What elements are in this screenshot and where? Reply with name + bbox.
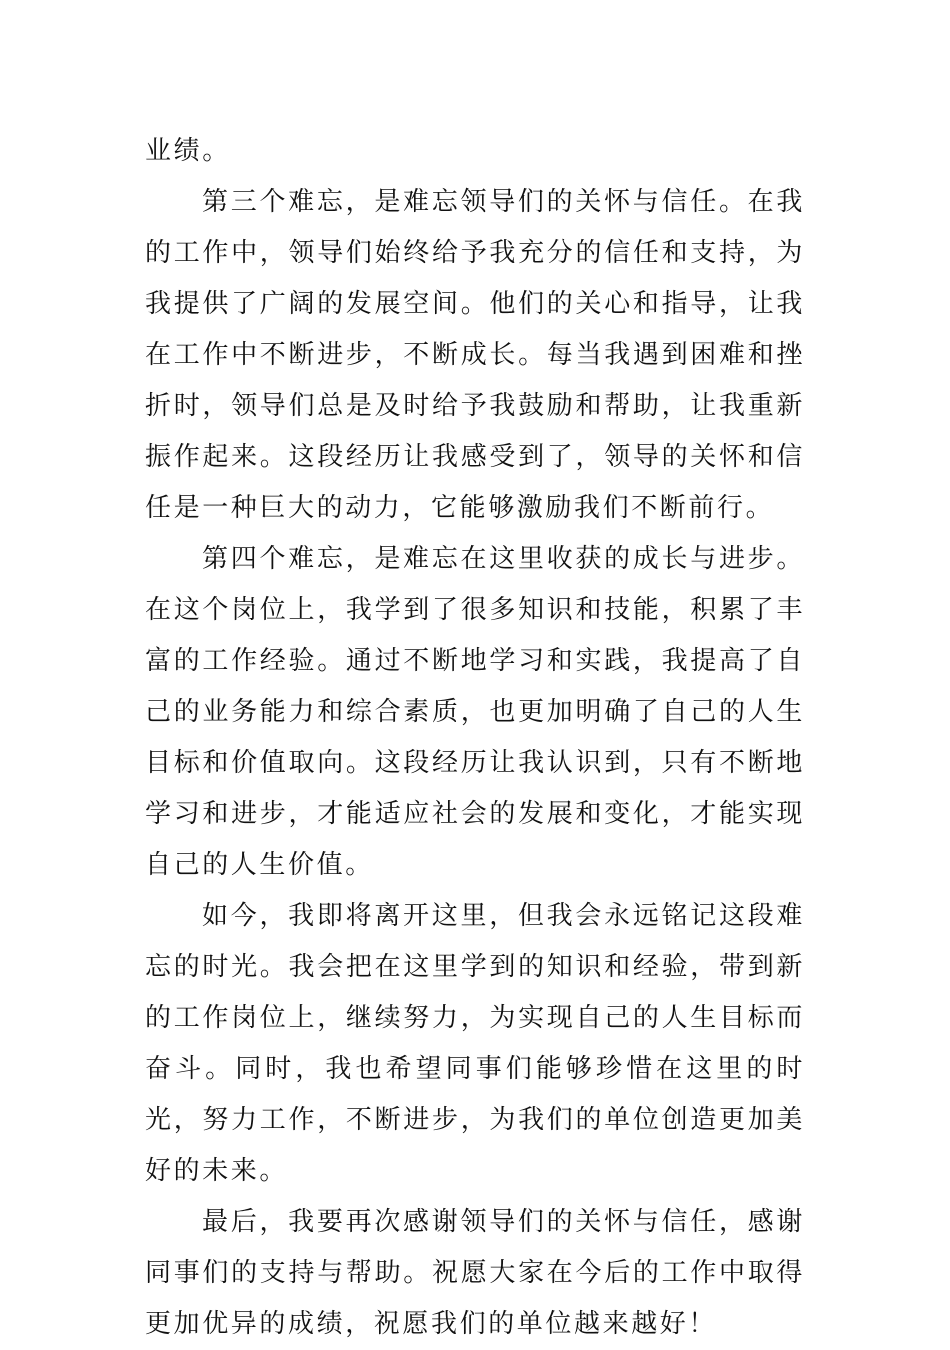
paragraph-1: 业绩。	[145, 136, 231, 166]
paragraph-4: 如今，我即将离开这里，但我会永远铭记这段难忘的时光。我会把在这里学到的知识和经验，带到新的工作岗位上，继续努力，为实现自己的人生目标而奋斗。同时，我也希望同事们能够珍惜在这里的时光，努力工作，不断进步，为我们的单位创造更加美好的未来。	[145, 901, 805, 1186]
document-body	[145, 126, 805, 1350]
paragraph-2: 第三个难忘，是难忘领导们的关怀与信任。在我的工作中，领导们始终给予我充分的信任和支持，为我提供了广阔的发展空间。他们的关心和指导，让我在工作中不断进步，不断成长。每当我遇到困难和挫折时，领导们总是及时给予我鼓励和帮助，让我重新振作起来。这段经历让我感受到了，领导的关怀和信任是一种巨大的动力，它能够激励我们不断前行。	[145, 187, 805, 523]
paragraph-5: 最后，我要再次感谢领导们的关怀与信任，感谢同事们的支持与帮助。祝愿大家在今后的工作中取得更加优异的成绩，祝愿我们的单位越来越好！	[145, 1207, 805, 1339]
paragraph-3: 第四个难忘，是难忘在这里收获的成长与进步。在这个岗位上，我学到了很多知识和技能，积累了丰富的工作经验。通过不断地学习和实践，我提高了自己的业务能力和综合素质，也更加明确了自己的人生目标和价值取向。这段经历让我认识到，只有不断地学习和进步，才能适应社会的发展和变化，才能实现自己的人生价值。	[145, 544, 805, 880]
